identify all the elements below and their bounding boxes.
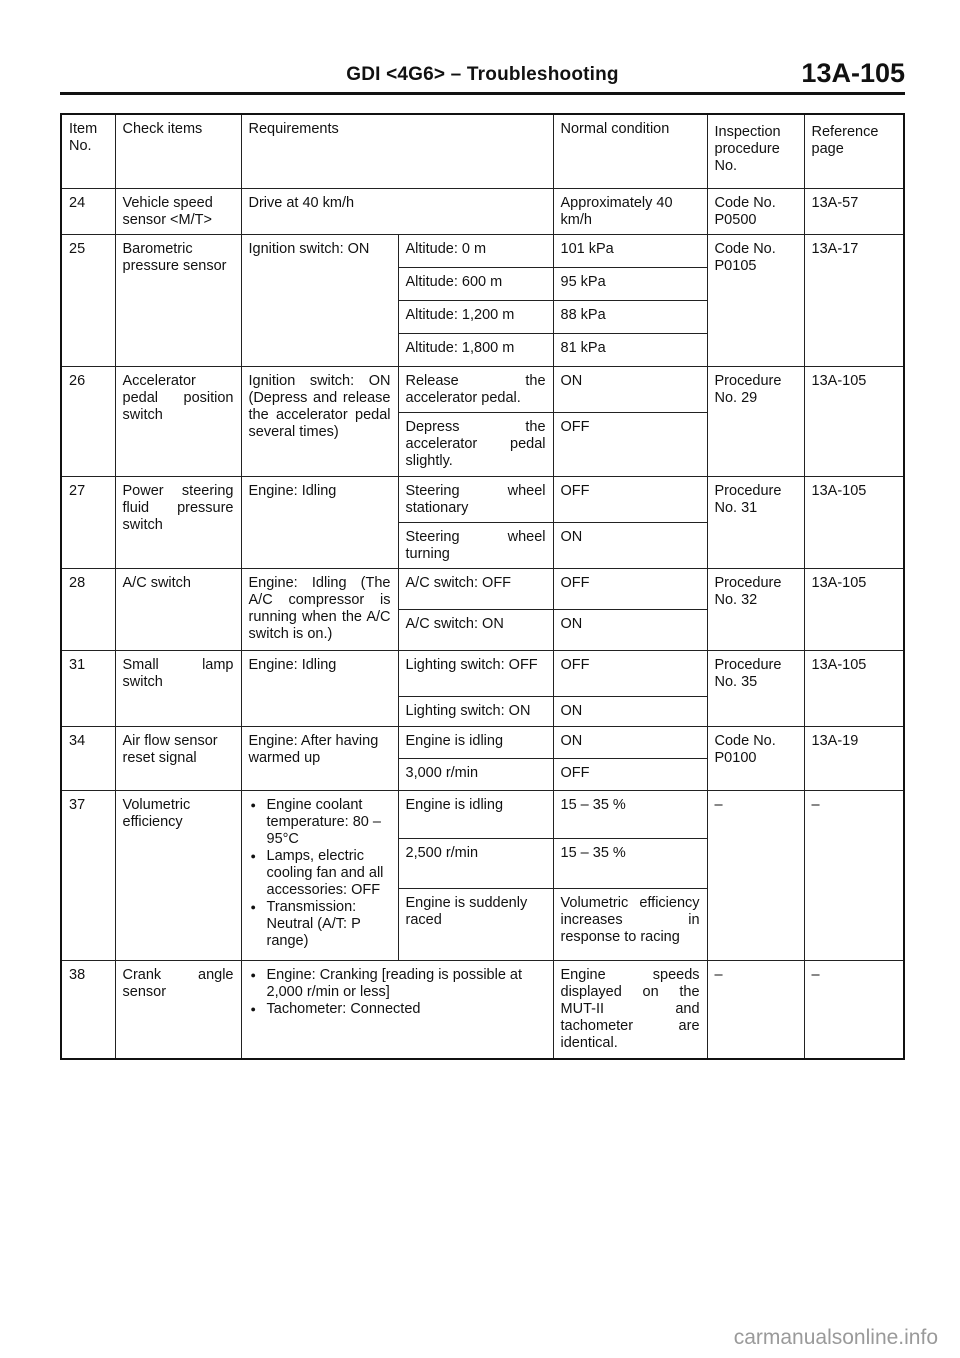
table-row [61,727,904,759]
normal-condition: 95 kPa [553,268,707,301]
requirement-bullet: ● Engine: Cranking [reading is possible at 2,000 r/min or less] [267,967,546,1001]
normal-condition: OFF [553,413,707,477]
watermark-text: carmanualsonline.info [733,1326,938,1349]
requirement: Engine: Idling [241,477,398,569]
normal-condition: 15 – 35 % [553,791,707,839]
reference-page: 13A-57 [804,189,904,235]
normal-condition: 15 – 35 % [553,839,707,889]
page-header [60,58,905,90]
normal-condition: 101 kPa [553,235,707,268]
col-header-normal: Normal condition [553,114,707,189]
table-row [61,189,904,235]
item-no: 28 [61,569,115,651]
col-header-reference: Reference page [804,114,904,189]
requirement-bullet: ● Tachometer: Connected [267,1001,546,1018]
requirement: Ignition switch: ON [241,235,398,367]
normal-condition: ON [553,727,707,759]
requirement-bullet: ● Lamps, electric cooling fan and all accessories: OFF [267,848,391,899]
condition: Altitude: 1,200 m [398,301,553,334]
item-no: 24 [61,189,115,235]
check-item: Crank angle sensor [115,961,241,1060]
table-row [61,961,904,1060]
inspection-procedure: Procedure No. 32 [707,569,804,651]
item-no: 26 [61,367,115,477]
check-item: Power steering fluid pressure switch [115,477,241,569]
condition: Lighting switch: OFF [398,651,553,697]
condition: Engine is idling [398,791,553,839]
requirement: Engine: Idling [241,651,398,727]
normal-condition: ON [553,367,707,413]
normal-condition: OFF [553,759,707,791]
requirement: Engine: Idling (The A/C compressor is running when the A/C switch is on.) [241,569,398,651]
requirement-list [241,961,553,1060]
requirement-bullet: ● Transmission: Neutral (A/T: P range) [267,899,391,950]
col-header-item: Item No. [61,114,115,189]
table-row [61,477,904,523]
condition: Engine is idling [398,727,553,759]
condition: Altitude: 1,800 m [398,334,553,367]
item-no: 27 [61,477,115,569]
condition: Release the accelerator pedal. [398,367,553,413]
condition: Depress the accelerator pedal slightly. [398,413,553,477]
normal-condition: 88 kPa [553,301,707,334]
check-item: A/C switch [115,569,241,651]
requirement: Drive at 40 km/h [241,189,553,235]
condition: Engine is suddenly raced [398,889,553,961]
condition: Altitude: 600 m [398,268,553,301]
normal-condition: ON [553,523,707,569]
item-no: 37 [61,791,115,961]
inspection-procedure: – [707,961,804,1060]
col-header-procedure: Inspection procedure No. [707,114,804,189]
condition: Steering wheel turning [398,523,553,569]
requirement-bullet: ● Engine coolant temperature: 80 – 95°C [267,797,391,848]
condition: Altitude: 0 m [398,235,553,268]
normal-condition: Volumetric efficiency increases in response to racing [553,889,707,961]
inspection-procedure: Procedure No. 35 [707,651,804,727]
reference-page: 13A-105 [804,651,904,727]
normal-condition: OFF [553,651,707,697]
check-item: Volumetric efficiency [115,791,241,961]
normal-condition: ON [553,697,707,727]
inspection-procedure: Procedure No. 31 [707,477,804,569]
inspection-procedure: Procedure No. 29 [707,367,804,477]
reference-page: 13A-105 [804,367,904,477]
reference-page: 13A-19 [804,727,904,791]
check-item: Air flow sensor reset signal [115,727,241,791]
requirement: Engine: After having warmed up [241,727,398,791]
condition: 3,000 r/min [398,759,553,791]
reference-page: 13A-105 [804,477,904,569]
table-header-row [61,114,904,189]
table-row [61,791,904,839]
reference-page: 13A-105 [804,569,904,651]
item-no: 34 [61,727,115,791]
col-header-check: Check items [115,114,241,189]
check-item: Accelerator pedal position switch [115,367,241,477]
page-title: GDI <4G6> – Troubleshooting [346,64,619,85]
reference-page: – [804,791,904,961]
normal-condition: Approximately 40 km/h [553,189,707,235]
item-no: 38 [61,961,115,1060]
normal-condition: OFF [553,477,707,523]
normal-condition: OFF [553,569,707,610]
inspection-procedure: Code No. P0105 [707,235,804,367]
condition: 2,500 r/min [398,839,553,889]
requirement-list [241,791,398,961]
inspection-procedure: Code No. P0100 [707,727,804,791]
condition: Lighting switch: ON [398,697,553,727]
page-number: 13A-105 [801,58,905,88]
reference-page: 13A-17 [804,235,904,367]
normal-condition: ON [553,610,707,651]
reference-page: – [804,961,904,1060]
check-item: Small lamp switch [115,651,241,727]
table-row [61,235,904,268]
normal-condition: Engine speeds displayed on the MUT-II and tachometer are identical. [553,961,707,1060]
table-row [61,569,904,610]
inspection-procedure: – [707,791,804,961]
table-row [61,651,904,697]
col-header-requirements: Requirements [241,114,553,189]
check-item: Barometric pressure sensor [115,235,241,367]
requirement: Ignition switch: ON (Depress and release the accelerator pedal several times) [241,367,398,477]
table-row [61,367,904,413]
item-no: 25 [61,235,115,367]
normal-condition: 81 kPa [553,334,707,367]
header-rule [60,92,905,95]
condition: A/C switch: ON [398,610,553,651]
check-item: Vehicle speed sensor <M/T> [115,189,241,235]
inspection-procedure: Code No. P0500 [707,189,804,235]
service-data-table [60,113,905,1060]
condition: Steering wheel stationary [398,477,553,523]
item-no: 31 [61,651,115,727]
condition: A/C switch: OFF [398,569,553,610]
